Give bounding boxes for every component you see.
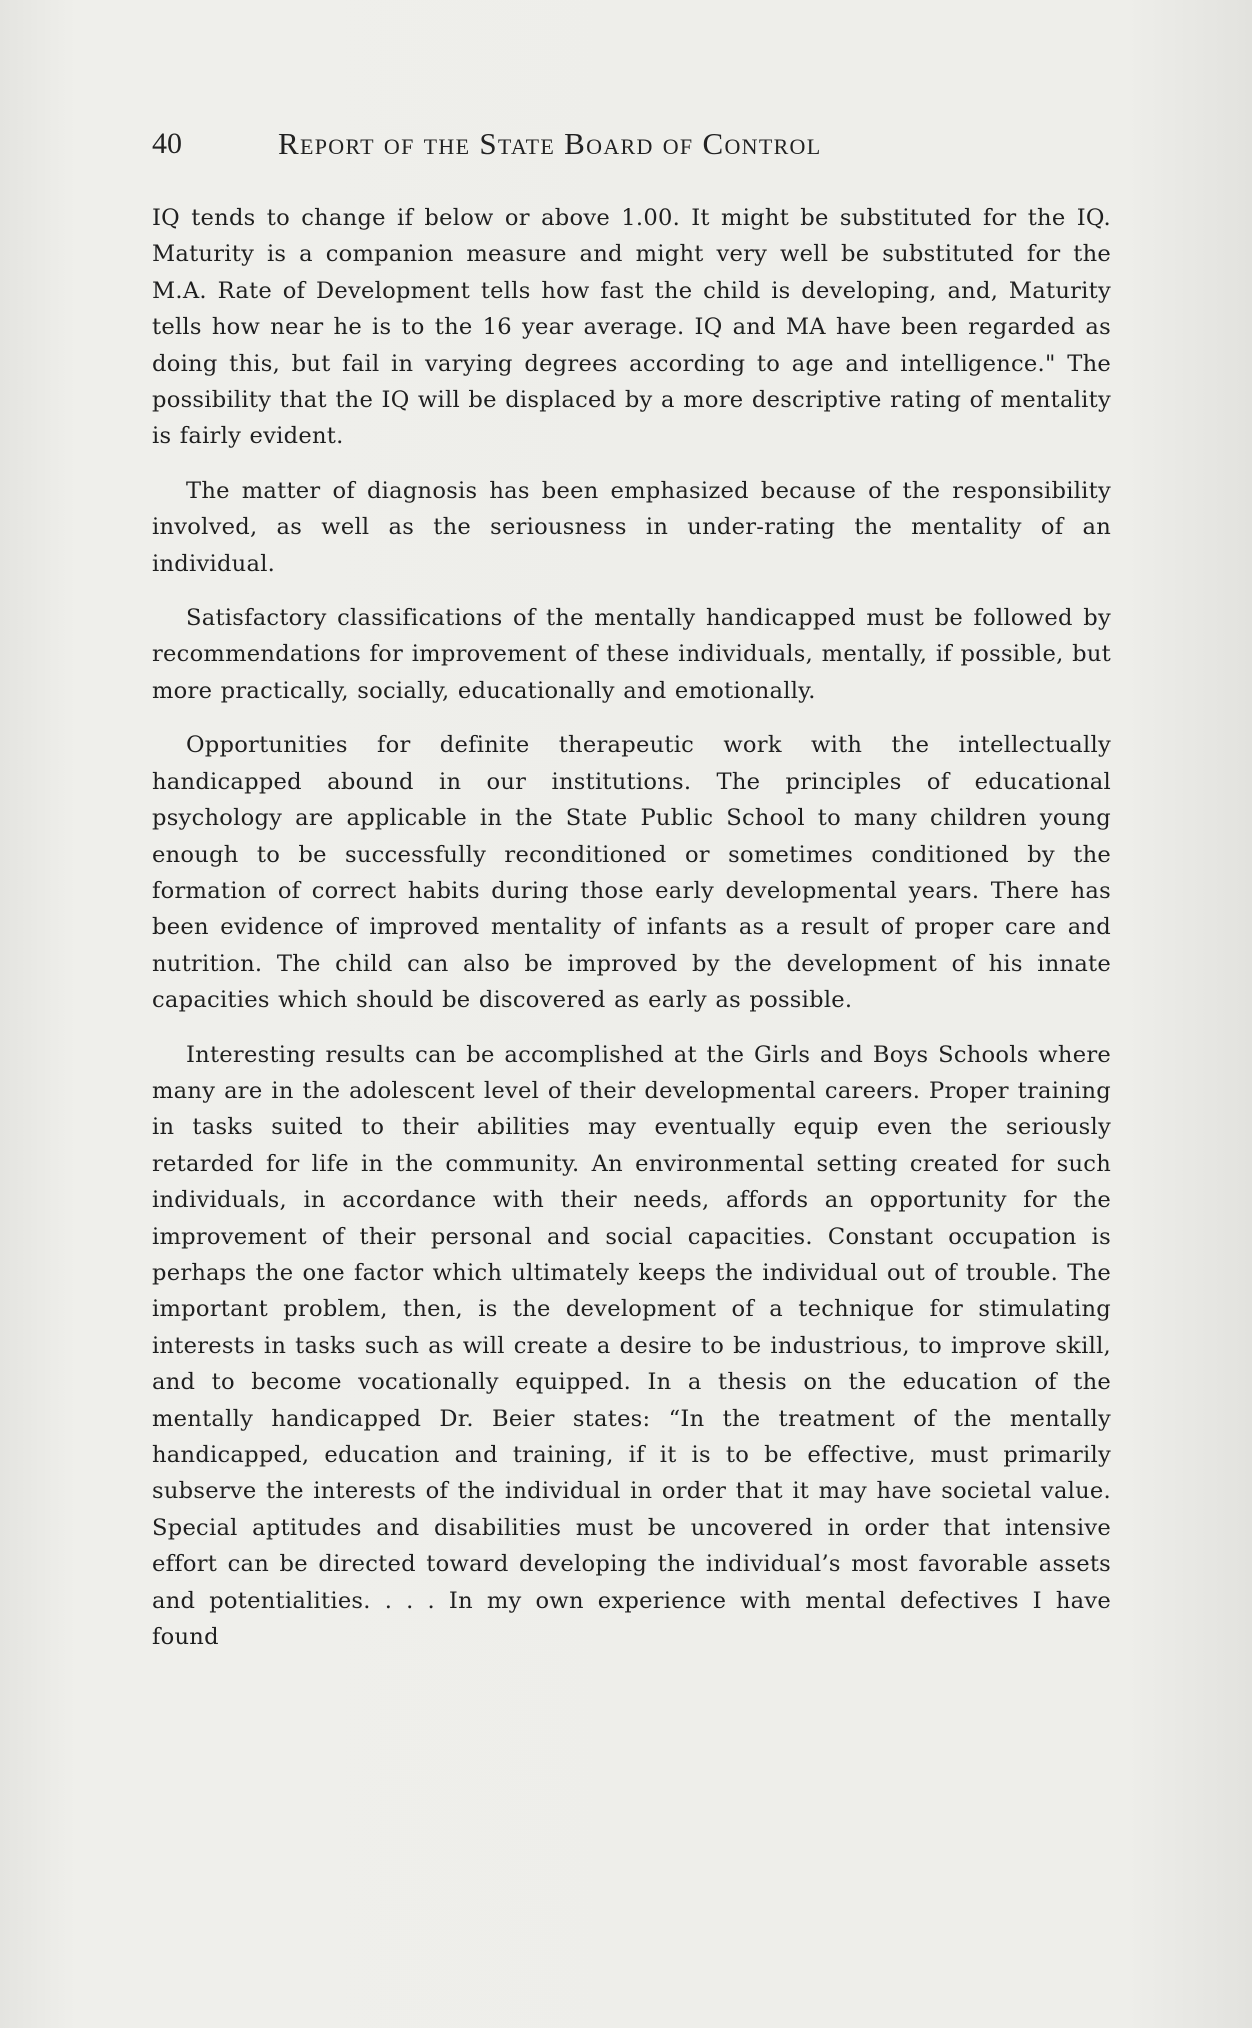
body-text bbox=[152, 200, 1111, 1655]
paragraph-therapeutic-work: Opportunities for definite therapeutic work with the intellectually handicapped abound in our institutions. The principles of educational psychology are applicable in the State Public School to many children young enough to be successfully reconditioned or sometimes conditioned by the formation of correct habits during those early developmental years. There has been evidence of improved mentality of infants as a result of proper care and nutrition. The child can also be improved by the development of his innate capacities which should be discovered as early as possible. bbox=[152, 732, 1111, 1014]
paragraph-continuation: IQ tends to change if below or above 1.00. It might be substituted for the IQ. Maturity is a companion measure and might very well be substituted for the M.A. Rate of Development tells how fast the child is developing, and, Maturity tells how near he is to the 16 year average. IQ and MA have been regarded as doing this, but fail in varying degrees according to age and intelligence." The possibility that the IQ will be displaced by a more descriptive rating of mentality is fairly evident. bbox=[152, 205, 1111, 450]
paragraph-diagnosis: The matter of diagnosis has been emphasized because of the responsibility involved, as well as the seriousness in under-rating the mentality of an individual. bbox=[152, 477, 1111, 577]
paragraph-classifications: Satisfactory classifications of the mentally handicapped must be followed by recommendations for improvement of these individuals, mentally, if possible, but more practically, socially, educationally and emotionally. bbox=[152, 605, 1111, 704]
paragraph-girls-boys-schools: Interesting results can be accomplished at the Girls and Boys Schools where many are in the adolescent level of their developmental careers. Proper training in tasks suited to their abilities may eventually equip even the seriously retarded for life in the community. An environmental setting created for such individuals, in accordance with their needs, affords an opportunity for the improvement of their personal and social capacities. Constant occupation is perhaps the one factor which ultimately keeps the individual out of trouble. The important problem, then, is the development of a technique for stimulating interests in tasks such as will create a desire to be industrious, to improve skill, and to become vocationally equipped. In a thesis on the education of the mentally handicapped Dr. Beier states: “In the treatment of the mentally handicapped, education and training, if it is to be effective, must primarily subserve the interests of the individual in order that it may have societal value. Special aptitudes and disabilities must be uncovered in order that intensive effort can be directed toward developing the individual’s most favorable assets and potentialities. . . . In my own experience with mental defectives I have found bbox=[152, 1041, 1111, 1651]
page-header bbox=[152, 122, 1112, 174]
running-title: Report of the State Board of Control bbox=[278, 126, 822, 161]
page-number: 40 bbox=[152, 127, 182, 160]
